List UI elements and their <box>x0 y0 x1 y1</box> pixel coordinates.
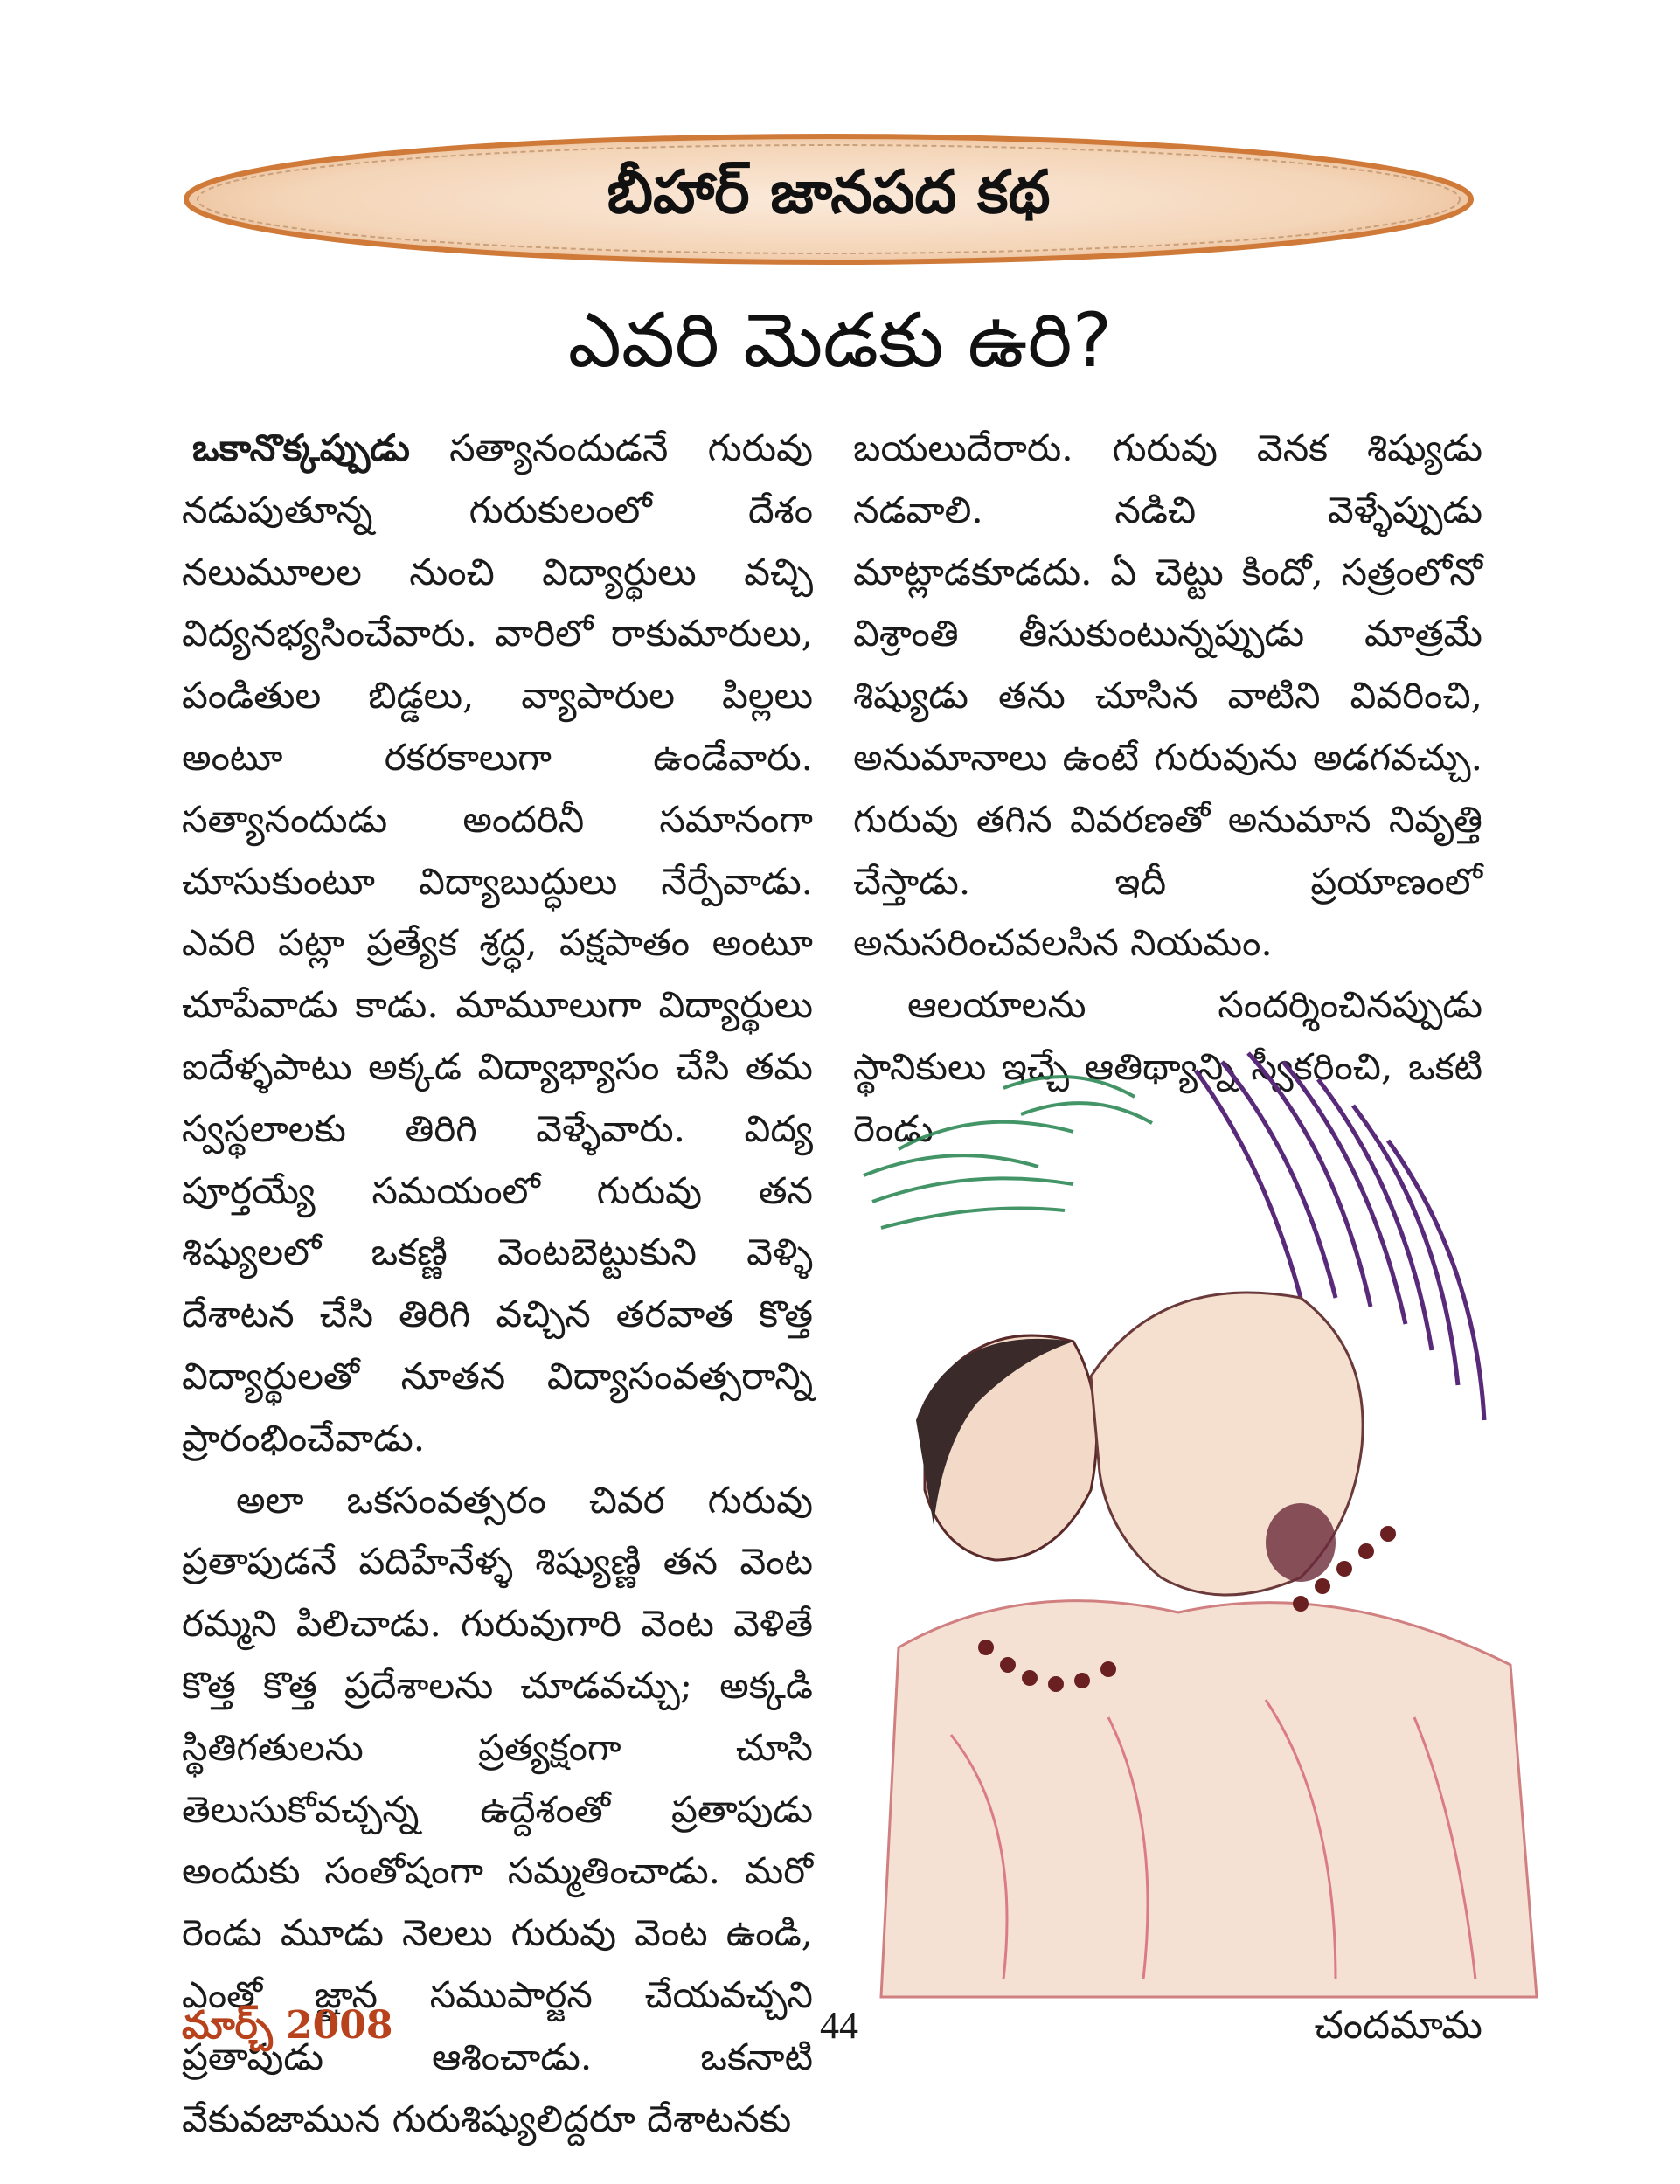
right-text-column <box>853 418 1482 1150</box>
page-number: 44 <box>820 2004 858 2047</box>
issue-date: మార్చ్ 2008 <box>182 2003 393 2048</box>
guru-disciple-illustration <box>846 1036 1552 2006</box>
banner-title: బీహార్ జానపద కథ <box>607 157 1051 227</box>
paragraph-1-body: సత్యానందుడనే గురువు నడుపుతూన్న గురుకులంలో దేశం నలుమూలల నుంచి విద్యార్థులు వచ్చి విద్యనభ్యసించేవారు. వారిలో రాకుమారులు, పండితుల బిడ్డలు, వ్యాపారుల పిల్లలు అంటూ రకరకాలుగా ఉండేవారు. సత్యానందుడు అందరినీ సమానంగా చూసుకుంటూ విద్యాబుద్ధులు నేర్పేవాడు. ఎవరి పట్లా ప్రత్యేక శ్రద్ధ, పక్షపాతం అంటూ చూపేవాడు కాడు. మామూలుగా విద్యార్థులు ఐదేళ్ళపాటు అక్కడ విద్యాభ్యాసం చేసి తమ స్వస్థలాలకు తిరిగి వెళ్ళేవారు. విద్య పూర్తయ్యే సమయంలో గురువు తన శిష్యులలో ఒకణ్ణి వెంటబెట్టుకుని వెళ్ళి దేశాటన చేసి తిరిగి వచ్చిన తరవాత కొత్త విద్యార్థులతో నూతన విద్యాసంవత్సరాన్ని ప్రారంభించేవాడు. <box>182 426 813 1459</box>
illustration-drawing <box>846 1036 1552 2006</box>
story-title: ఎవరి మెడకు ఉరి? <box>567 297 1113 385</box>
paragraph-3: బయలుదేరారు. గురువు వెనక శిష్యుడు నడవాలి. నడిచి వెళ్ళేప్పుడు మాట్లాడకూడదు. ఏ చెట్టు కిందో, సత్రంలోనో విశ్రాంతి తీసుకుంటున్నప్పుడు మాత్రమే శిష్యుడు తను చూసిన వాటిని వివరించి, అనుమానాలు ఉంటే గురువును అడగవచ్చు. గురువు తగిన వివరణతో అనుమాన నివృత్తి చేస్తాడు. ఇదీ ప్రయాణంలో అనుసరించవలసిన నియమం. <box>853 426 1482 965</box>
paragraph-4: ఆలయాలను సందర్శించినప్పుడు స్థానికులు ఇచ్చే ఆతిథ్యాన్ని స్వీకరించి, ఒకటి రెండు <box>853 983 1482 1150</box>
lead-word: ఒకానొక్కప్పుడు <box>192 426 410 469</box>
magazine-name: చందమామ <box>1314 2003 1482 2048</box>
story-category-banner <box>182 129 1475 269</box>
paragraph-1 <box>182 418 813 1470</box>
paragraph-2: అలా ఒకసంవత్సరం చివర గురువు ప్రతాపుడనే పదిహేనేళ్ళ శిష్యుణ్ణి తన వెంట రమ్మని పిలిచాడు. గురువుగారి వెంట వెళితే కొత్త కొత్త ప్రదేశాలను చూడవచ్చు; అక్కడి స్థితిగతులను ప్రత్యక్షంగా చూసి తెలుసుకోవచ్చన్న ఉద్దేశంతో ప్రతాపుడు అందుకు సంతోషంగా సమ్మతించాడు. మరో రెండు మూడు నెలలు గురువు వెంట ఉండి, ఎంతో జ్ఞాన సముపార్జన చేయవచ్చని ప్రతాపుడు ఆశించాడు. ఒకనాటి వేకువజామున గురుశిష్యులిద్దరూ దేశాటనకు <box>182 1478 813 2140</box>
